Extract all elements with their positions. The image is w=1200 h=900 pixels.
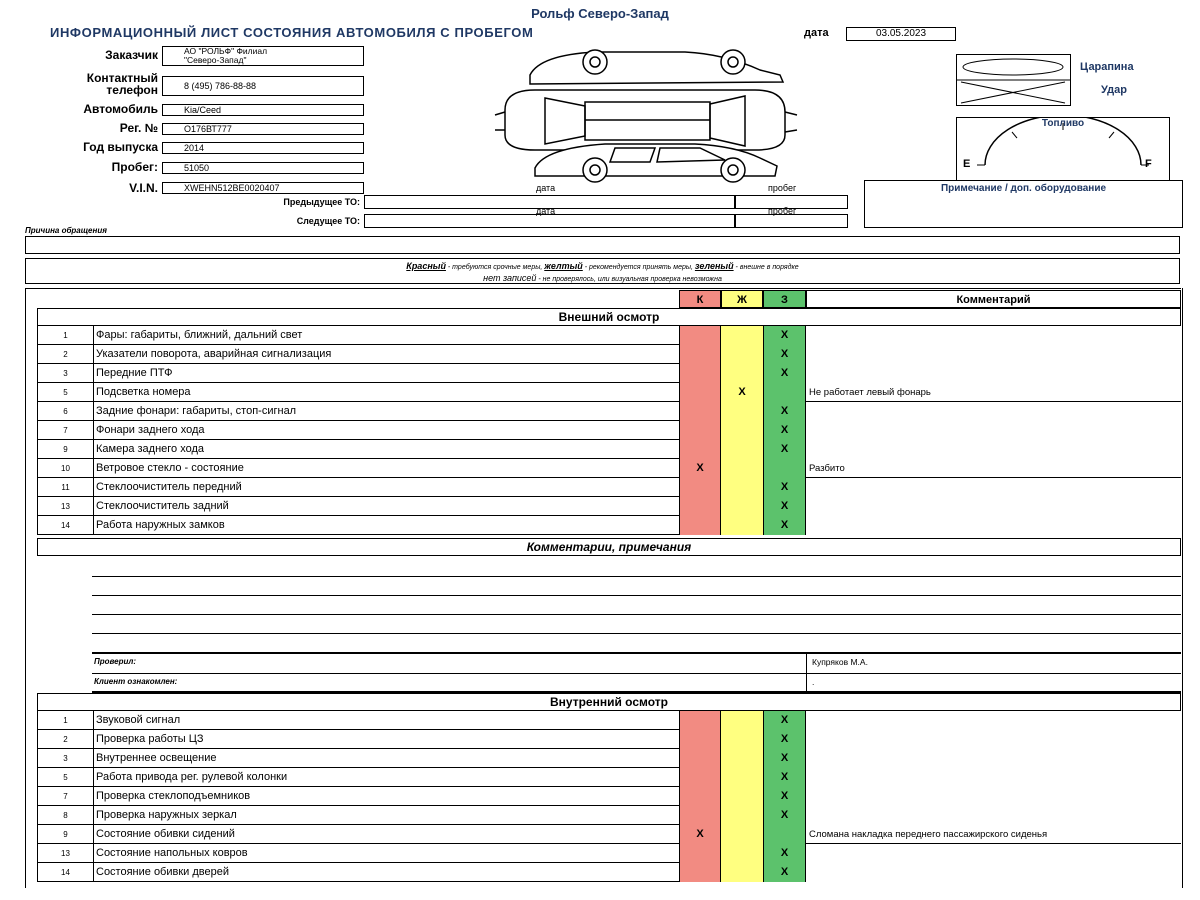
table-row — [37, 844, 1181, 863]
row-item-name: Задние фонари: габариты, стоп-сигнал — [93, 402, 679, 421]
row-comment — [806, 326, 1181, 345]
legend-red-text: - требуются срочные меры, — [445, 264, 545, 271]
customer-value-line1: АО "РОЛЬФ" Филиал — [184, 46, 268, 56]
row-yellow-mark — [721, 478, 763, 497]
mileage-label: Пробег: — [111, 160, 158, 174]
col-red-header: К — [679, 290, 721, 308]
color-legend — [25, 258, 1180, 284]
table-row — [37, 787, 1181, 806]
table-row — [37, 863, 1181, 882]
mileage-column-label-2: пробег — [768, 206, 797, 216]
row-yellow-mark — [721, 844, 763, 863]
next-to-divider — [734, 214, 736, 228]
table-row — [37, 768, 1181, 787]
row-number: 8 — [37, 806, 93, 825]
year-field: 2014 — [162, 142, 364, 154]
table-row — [37, 459, 1181, 478]
row-number: 1 — [37, 711, 93, 730]
row-comment — [806, 402, 1181, 421]
car-field: Kia/Ceed — [162, 104, 364, 116]
mileage-field: 51050 — [162, 162, 364, 174]
table-row — [37, 516, 1181, 535]
row-green-mark — [763, 383, 806, 402]
legend-none-text: - не проверялось, или визуальная проверка невозможна — [536, 276, 722, 283]
row-comment — [806, 749, 1181, 768]
fuel-full-label: F — [1145, 158, 1152, 170]
row-red-mark — [679, 326, 721, 345]
table-row — [37, 711, 1181, 730]
table-row — [37, 730, 1181, 749]
legend-none: нет записей — [483, 273, 537, 283]
legend-green-text: - внешне в порядке — [733, 264, 799, 271]
checked-by-label: Проверил: — [94, 657, 137, 666]
row-green-mark: X — [763, 326, 806, 345]
row-green-mark: X — [763, 345, 806, 364]
row-item-name: Работа привода рег. рулевой колонки — [93, 768, 679, 787]
table-row — [37, 749, 1181, 768]
year-label: Год выпуска — [83, 140, 158, 154]
row-item-name: Фонари заднего хода — [93, 421, 679, 440]
reason-field — [25, 236, 1180, 254]
note-box — [864, 180, 1183, 228]
row-yellow-mark — [721, 711, 763, 730]
row-yellow-mark — [721, 768, 763, 787]
row-item-name: Передние ПТФ — [93, 364, 679, 383]
row-yellow-mark — [721, 440, 763, 459]
row-red-mark — [679, 345, 721, 364]
row-number: 3 — [37, 364, 93, 383]
row-green-mark: X — [763, 730, 806, 749]
external-inspection-title: Внешний осмотр — [37, 308, 1181, 326]
phone-label — [30, 72, 158, 96]
row-item-name: Стеклоочиститель передний — [93, 478, 679, 497]
row-number: 9 — [37, 440, 93, 459]
row-number: 6 — [37, 402, 93, 421]
row-number: 5 — [37, 383, 93, 402]
row-green-mark: X — [763, 478, 806, 497]
row-item-name: Проверка стеклоподъемников — [93, 787, 679, 806]
comments-title: Комментарии, примечания — [37, 538, 1181, 556]
row-number: 2 — [37, 730, 93, 749]
mileage-column-label: пробег — [768, 183, 797, 193]
row-yellow-mark — [721, 364, 763, 383]
row-yellow-mark — [721, 787, 763, 806]
row-comment — [806, 516, 1181, 535]
next-to-field — [364, 214, 848, 228]
row-comment — [806, 787, 1181, 806]
row-red-mark — [679, 768, 721, 787]
row-item-name: Состояние напольных ковров — [93, 844, 679, 863]
row-number: 3 — [37, 749, 93, 768]
row-yellow-mark — [721, 516, 763, 535]
company-name: Рольф Северо-Запад — [531, 6, 669, 21]
car-side-view-top — [530, 50, 783, 84]
row-yellow-mark — [721, 402, 763, 421]
col-green-header: З — [763, 290, 806, 308]
row-green-mark: X — [763, 421, 806, 440]
car-label: Автомобиль — [83, 102, 158, 116]
row-number: 13 — [37, 497, 93, 516]
row-green-mark: X — [763, 364, 806, 383]
row-comment — [806, 440, 1181, 459]
row-item-name: Состояние обивки сидений — [93, 825, 679, 844]
car-top-view — [495, 90, 797, 150]
row-green-mark: X — [763, 516, 806, 535]
table-row — [37, 478, 1181, 497]
row-green-mark: X — [763, 711, 806, 730]
table-row — [37, 345, 1181, 364]
client-label: Клиент ознакомлен: — [94, 677, 178, 686]
col-comment-header: Комментарий — [806, 290, 1181, 308]
row-number: 9 — [37, 825, 93, 844]
scratch-label: Царапина — [1080, 61, 1134, 73]
comment-line — [92, 614, 1181, 615]
date-column-label: дата — [536, 183, 556, 193]
fuel-label: Топливо — [1041, 118, 1085, 129]
row-item-name: Работа наружных замков — [93, 516, 679, 535]
row-red-mark — [679, 440, 721, 459]
row-comment — [806, 768, 1181, 787]
row-red-mark: X — [679, 459, 721, 478]
table-row — [37, 383, 1181, 402]
row-red-mark — [679, 421, 721, 440]
row-item-name: Внутреннее освещение — [93, 749, 679, 768]
table-row — [37, 364, 1181, 383]
row-comment: Сломана накладка переднего пассажирского сиденья — [806, 825, 1181, 844]
row-comment — [806, 863, 1181, 882]
row-comment: Не работает левый фонарь — [806, 383, 1181, 402]
phone-label-line2: телефон — [106, 83, 158, 97]
reg-field: О176ВТ777 — [162, 123, 364, 135]
comment-line — [92, 576, 1181, 577]
comment-line-thick — [92, 652, 1181, 654]
row-red-mark — [679, 787, 721, 806]
row-number: 1 — [37, 326, 93, 345]
date-label: дата — [804, 27, 829, 39]
row-red-mark — [679, 364, 721, 383]
row-number: 13 — [37, 844, 93, 863]
row-yellow-mark — [721, 459, 763, 478]
date-field: 03.05.2023 — [846, 27, 956, 41]
col-yellow-header: Ж — [721, 290, 763, 308]
prev-to-label: Предыдущее ТО: — [283, 197, 360, 207]
row-green-mark: X — [763, 497, 806, 516]
row-item-name: Фары: габариты, ближний, дальний свет — [93, 326, 679, 345]
comment-line — [92, 633, 1181, 634]
note-label: Примечание / доп. оборудование — [940, 183, 1107, 194]
date-column-label-2: дата — [536, 206, 556, 216]
row-yellow-mark: X — [721, 383, 763, 402]
row-red-mark — [679, 711, 721, 730]
vin-label: V.I.N. — [129, 181, 158, 195]
table-top-border — [25, 288, 1181, 289]
row-red-mark — [679, 863, 721, 882]
row-number: 2 — [37, 345, 93, 364]
row-green-mark: X — [763, 806, 806, 825]
row-green-mark: X — [763, 844, 806, 863]
row-number: 7 — [37, 787, 93, 806]
row-red-mark: X — [679, 825, 721, 844]
row-yellow-mark — [721, 497, 763, 516]
row-red-mark — [679, 730, 721, 749]
row-yellow-mark — [721, 825, 763, 844]
row-item-name: Звуковой сигнал — [93, 711, 679, 730]
row-number: 11 — [37, 478, 93, 497]
checked-divider — [806, 652, 807, 692]
row-item-name: Ветровое стекло - состояние — [93, 459, 679, 478]
row-comment — [806, 345, 1181, 364]
row-yellow-mark — [721, 806, 763, 825]
legend-green: зеленый — [694, 261, 734, 271]
fuel-empty-label: E — [963, 158, 971, 170]
comment-line — [92, 673, 1181, 674]
prev-to-divider — [734, 195, 736, 209]
row-green-mark: X — [763, 440, 806, 459]
row-comment: Разбито — [806, 459, 1181, 478]
row-comment — [806, 730, 1181, 749]
table-row — [37, 402, 1181, 421]
row-comment — [806, 806, 1181, 825]
row-yellow-mark — [721, 421, 763, 440]
row-number: 5 — [37, 768, 93, 787]
table-row — [37, 421, 1181, 440]
row-green-mark — [763, 459, 806, 478]
row-number: 7 — [37, 421, 93, 440]
client-value: . — [812, 677, 815, 687]
fuel-gauge-icon — [957, 118, 1169, 180]
table-row — [37, 497, 1181, 516]
table-row — [37, 825, 1181, 844]
row-item-name: Проверка работы ЦЗ — [93, 730, 679, 749]
row-comment — [806, 421, 1181, 440]
row-red-mark — [679, 383, 721, 402]
row-yellow-mark — [721, 863, 763, 882]
row-item-name: Указатели поворота, аварийная сигнализация — [93, 345, 679, 364]
legend-yellow-text: - рекомендуется принять меры, — [582, 264, 695, 271]
legend-line-1 — [26, 261, 1179, 271]
row-yellow-mark — [721, 345, 763, 364]
row-item-name: Подсветка номера — [93, 383, 679, 402]
next-to-label: Следущее ТО: — [296, 216, 360, 226]
row-comment — [806, 711, 1181, 730]
customer-label: Заказчик — [105, 48, 158, 62]
row-red-mark — [679, 497, 721, 516]
checked-by-value: Купряков М.А. — [812, 657, 868, 667]
row-comment — [806, 497, 1181, 516]
table-row — [37, 326, 1181, 345]
table-row — [37, 806, 1181, 825]
customer-value-line2: "Северо-Запад" — [184, 55, 247, 65]
row-yellow-mark — [721, 749, 763, 768]
hit-label: Удар — [1101, 84, 1127, 96]
row-red-mark — [679, 844, 721, 863]
row-red-mark — [679, 516, 721, 535]
table-row — [37, 440, 1181, 459]
damage-legend-box — [956, 54, 1071, 106]
document-title: ИНФОРМАЦИОННЫЙ ЛИСТ СОСТОЯНИЯ АВТОМОБИЛЯ С ПРОБЕГОМ — [50, 25, 534, 40]
legend-line-2 — [26, 273, 1179, 283]
row-green-mark: X — [763, 787, 806, 806]
reason-label: Причина обращения — [25, 226, 107, 235]
row-yellow-mark — [721, 730, 763, 749]
reg-label: Рег. № — [119, 121, 158, 135]
row-green-mark: X — [763, 863, 806, 882]
row-item-name: Проверка наружных зеркал — [93, 806, 679, 825]
row-number: 10 — [37, 459, 93, 478]
row-green-mark — [763, 825, 806, 844]
row-red-mark — [679, 478, 721, 497]
damage-legend-symbols — [957, 55, 1070, 105]
row-item-name: Состояние обивки дверей — [93, 863, 679, 882]
row-green-mark: X — [763, 402, 806, 421]
phone-field: 8 (495) 786-88-88 — [162, 76, 364, 96]
row-red-mark — [679, 402, 721, 421]
row-red-mark — [679, 806, 721, 825]
comment-line — [92, 595, 1181, 596]
row-comment — [806, 844, 1181, 863]
row-number: 14 — [37, 863, 93, 882]
row-green-mark: X — [763, 749, 806, 768]
row-item-name: Стеклоочиститель задний — [93, 497, 679, 516]
customer-field — [162, 46, 364, 66]
row-number: 14 — [37, 516, 93, 535]
row-yellow-mark — [721, 326, 763, 345]
internal-inspection-title: Внутренний осмотр — [37, 693, 1181, 711]
vin-field: XWEHN512BE0020407 — [162, 182, 364, 194]
row-item-name: Камера заднего хода — [93, 440, 679, 459]
legend-yellow: желтый — [544, 261, 583, 271]
row-comment — [806, 364, 1181, 383]
phone-label-line1: Контактный — [86, 71, 158, 85]
row-comment — [806, 478, 1181, 497]
row-green-mark: X — [763, 768, 806, 787]
row-red-mark — [679, 749, 721, 768]
fuel-gauge-box — [956, 117, 1170, 181]
legend-red: Красный — [406, 261, 446, 271]
car-diagram — [485, 40, 805, 185]
